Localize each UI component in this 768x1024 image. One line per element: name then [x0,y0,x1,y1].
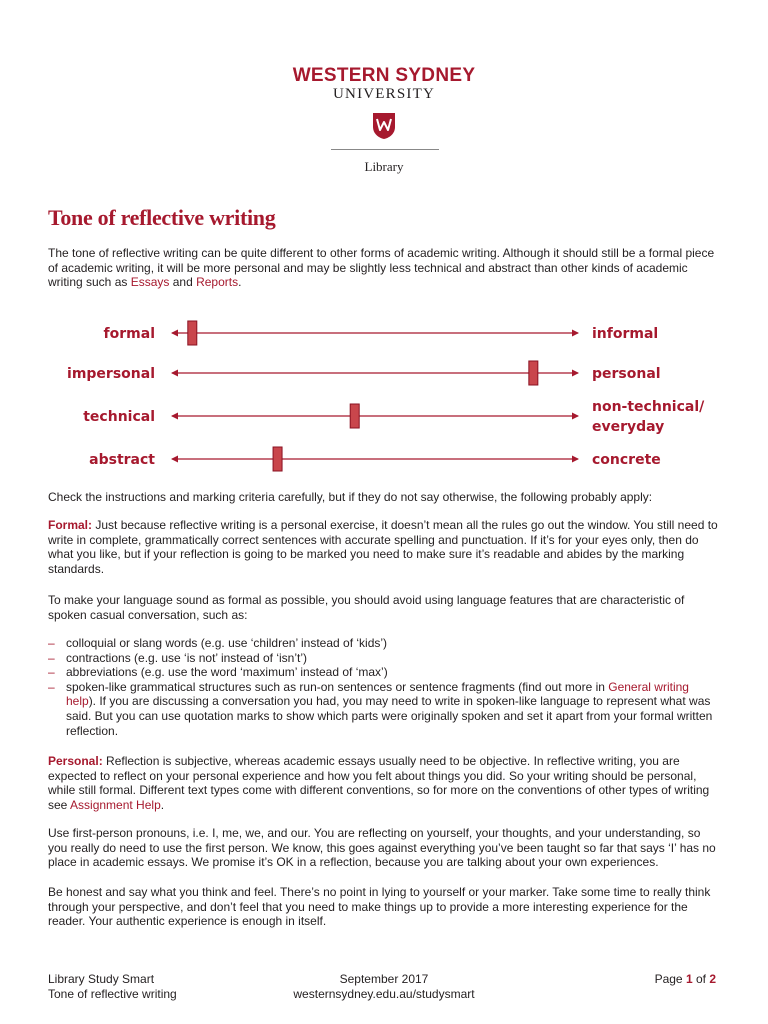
scale-right-label: informal [592,326,659,342]
page-number [600,972,716,987]
tone-scale-diagram [48,312,720,477]
footer-center [234,972,534,1002]
scale-marker [273,447,282,471]
scale-row [83,399,705,435]
page-word: Page [654,972,686,986]
intro-text-middle: and [169,275,197,290]
assignment-help-link[interactable]: Assignment Help [70,797,161,812]
general-writing-help-link[interactable]: General writing help [66,679,689,709]
arrow-right-icon [572,370,579,377]
list-item [48,651,720,666]
dash-bullet: – [48,665,55,680]
intro-text-before: The tone of reflective writing can be quite different to other forms of academic writing. Although it should still be a formal piece of academic writing, it will be more personal and may be slightly less technical and abstract than other kinds of academic writing such as [48,246,715,290]
personal-text-after: . [160,797,165,812]
scale-row [104,321,659,345]
intro-text-after: . [238,275,242,290]
university-logo [0,66,768,102]
scale-marker [188,321,197,345]
page-total: 2 [709,972,716,986]
logo-divider [331,149,439,150]
arrow-right-icon [572,330,579,337]
reports-link[interactable]: Reports [196,275,239,290]
footer-url[interactable]: westernsydney.edu.au/studysmart [293,987,475,1001]
pronouns-paragraph: Use first-person pronouns, i.e. I, me, we, and our. You are reflecting on yourself, your thoughts, and your understanding, so you really do need to use the first person. We know, this goes against everything you’ve been taught so far that says ‘I’ has no place in academic essays. We promise it’s OK in a reflection, because you are talking about your own experiences. [48,826,716,870]
scale-right-label: non-technical/ [592,399,705,415]
personal-paragraph [48,754,720,812]
honest-paragraph: Be honest and say what you think and feel. There’s no point in lying to yourself or your marker. Take some time to really think through your perspective, and don’t feel that you need to make things up to provide a more interesting experience for the reader. Your authentic experience is enough in itself. [48,885,711,929]
scale-left-label: impersonal [67,366,155,382]
formal-text: Just because reflective writing is a personal exercise, it doesn’t mean all the rules go out the window. You still need to write in complete, grammatically correct sentences with accurate spelling and punctuation. If it’s for your eyes only, then do what you like, but if your reflection is going to be marked you need to make sure it’s readable and abides by the marking standards. [48,518,718,576]
check-paragraph: Check the instructions and marking criteria carefully, but if they do not say otherwise, the following probably apply: [48,490,653,504]
scale-right-label: concrete [592,452,661,468]
personal-text-before: Reflection is subjective, whereas academic essays usually need to be objective. In reflective writing, you are expected to reflect on your personal experience and how you felt about things you did. So your writing should be personal, while still formal. Different text types come with different conventions, so for more on the conventions of other types of writing see [48,754,710,812]
dash-bullet: – [48,650,55,665]
dash-bullet: – [48,679,55,694]
scale-right-label-line2: everyday [592,419,665,435]
footer-series: Library Study Smart [48,972,155,986]
list-item-text: contractions (e.g. use ‘is not’ instead of ‘isn’t’) [66,650,308,665]
scale-row [89,447,661,471]
footer-date: September 2017 [339,972,429,986]
library-label: Library [364,159,404,174]
list-item-text-before: spoken-like grammatical structures such as run-on sentences or sentence fragments (find out more in [66,679,609,694]
formal-label: Formal: [48,518,93,532]
arrow-left-icon [171,370,178,377]
logo-wordmark-line1: WESTERN SYDNEY [292,65,476,86]
scale-left-label: technical [83,409,155,425]
scale-left-label: formal [103,326,155,342]
scale-right-label: personal [592,366,661,382]
avoid-paragraph: To make your language sound as formal as possible, you should avoid using language features that are characteristic of spoken casual conversation, such as: [48,593,685,622]
list-item-text-after: ). If you are discussing a conversation you had, you may need to write in spoken-like language to represent what was said. But you can use quotation marks to show which parts were originally spoken and set it apart from your formal written reflection. [66,694,713,738]
arrow-left-icon [171,330,178,337]
list-item-text: abbreviations (e.g. use the word ‘maximum’ instead of ‘max’) [66,665,388,680]
scale-row [67,361,661,385]
list-item [48,665,720,680]
avoid-list [48,636,720,738]
arrow-right-icon [572,456,579,463]
logo-wordmark-line2: UNIVERSITY [333,86,435,102]
scale-marker [350,404,359,428]
footer-doc-title: Tone of reflective writing [48,987,177,1001]
arrow-right-icon [572,413,579,420]
shield-icon [372,112,396,140]
intro-paragraph [48,246,720,290]
formal-paragraph [48,518,720,576]
page-current: 1 [685,972,693,986]
footer-left [48,972,177,1002]
page-of: of [692,972,710,986]
dash-bullet: – [48,636,55,650]
list-item [48,680,720,738]
scale-left-label: abstract [89,452,155,468]
list-item-text: colloquial or slang words (e.g. use ‘children’ instead of ‘kids’) [66,636,388,650]
list-item [48,636,720,651]
arrow-left-icon [171,413,178,420]
personal-label: Personal: [48,754,103,768]
essays-link[interactable]: Essays [130,275,170,290]
arrow-left-icon [171,456,178,463]
page-title: Tone of reflective writing [48,205,276,230]
scale-marker [529,361,538,385]
